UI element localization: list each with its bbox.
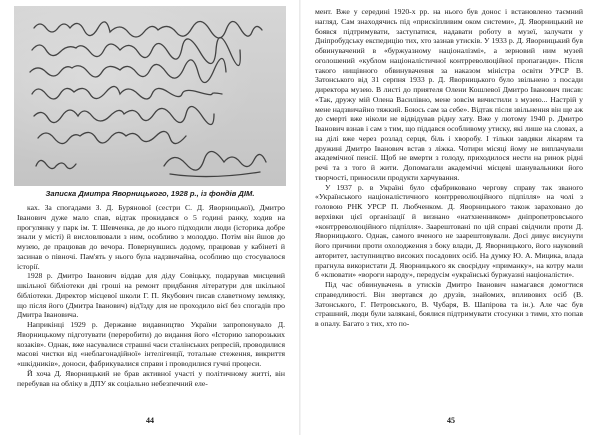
paragraph: Під час обвинувачень в утисків Дмитро Іванович намагався домогтися справедливості. Він звертався до друзів, знайомих, впливових осіб (В. Затонського, Г. Петровського, В. Чубаря, В. Шапірова та ін.). Але час був страшний, люди були залякані, боялися підтримувати стосунки з тими, хто попав в опалу. Багато з тих, хто по- (315, 280, 583, 328)
handwriting-strokes (14, 6, 286, 186)
paragraph: Й хоча Д. Яворницький не брав активної участі у політичному житті, він перебував на обліку в ДПУ як соціально небезпечний еле- (17, 368, 285, 388)
page-number: 45 (447, 416, 455, 425)
paragraph: У 1937 р. в Україні було сфабриковано чергову справу так званого «Українського націоналістичного контрреволюційного підпілля» на чолі з головою РНК УРСР П. Любченком. Д. Яворницького також зараховано до верхівки цієї організації й визнано «натхненником» дніпропетровського «контрреволюційного підпілля». Заарештовані по цій справі свідчили проти Д. Яворницького. Однак, самого вченого не заарештовували. Досі дивує висунути його причини проти охолодження з боку влади, Д. Яворницького, його науковий авторитет, заступництво високих посадових осіб. На думку Ю. А. Мицика, влада прагнула використати Д. Яворницького як своєрідну «приманку», на котру мали б «клювати» «вороги народу», передусім «українські буржуазні націоналісти». (315, 182, 583, 280)
left-page-text (17, 203, 285, 388)
paragraph: мент. Вже у середині 1920-х рр. на нього був донос і встановлено таємний нагляд. Сам знаходячись під «прискіпливим оком системи», Д. Яворницький не боявся підтримувати, заступатися, надавати роботу в музеї, залучати у Дніпробудську експедицію тих, хто зазнав утисків. У 1933 р. Д. Яворницький був обвинувачений в «буржуазному націоналізмі», а зерновий ним музей оголошений «кублом націоналістичної контрреволюційної пропаганди». Після такого нищівного обвинувачення за наказом міністра освіти УРСР В. Затонського від 31 серпня 1933 р. Д. Яворницького було звільнено з посади директора музею. В листі до приятеля Олени Кошлевої Дмитро Іванович писав: «Так, дружу мій Олена Василівно, мене зовсім вичистили з музею... Настрій у мене надзвичайно тяжкий. Боюсь сам за себе». Відтак після звільнення він ще аж до смерті вже ніколи не відвідував рідну хату. Вже у лютому 1940 р. Дмитро Іванович взнав і сам з тим, що піддався особливому утиску, які лише на словах, а на ділі вже через розлад серця, біль і хворобу. І тільки завдяки лікарям та дружині Дмитро Іванович встав з ліжка. Чотири місяці йому не виплачували академічної пенсії. Щоб не вмерти з голоду, приходилося нести на ринок рідні речі та з того й жити. Допомагали академічні місцеві шанувальники його творчості, приносили продукти харчування. (315, 7, 583, 182)
photo-caption: Записка Дмитра Яворницького, 1928 р., із фондів ДІМ. (45, 189, 255, 198)
paragraph: ках. За спогадами З. Д. Бурянової (сестри С. Д. Яворницької), Дмитро Іванович дуже мало спав, відтак прокидався о 5 годині ранку, ходив на прогулянку у парк ім. Т. Шевченка, де до нього підходили люди (історика добре знали у місті) й висловлювали з ним, особливо з молоддю. Потім він йшов до музею, де працював до вечора. Повернувшись додому, працював у кабінеті й засинав о півночі. Пам'ять у нього була надзвичайна, особливо що стосувалося історії. (17, 203, 285, 271)
right-page-text (315, 7, 583, 329)
page-number: 44 (146, 416, 154, 425)
handwritten-note-photo (14, 6, 286, 186)
right-page (301, 0, 600, 435)
paragraph: Наприкінці 1929 р. Державне видавництво України запропонувало Д. Яворницькому підготувати (переробити) до видання його «Історию запорозьких козаків». Однак, вже насувалися страшні часи сталінських репресій, проводилися масові чистки від «неблагонадійної» інтелігенції, тотальне стеження, викриття «шкідників», доноси, фабрикувалися справи і проводилися гучні процеси. (17, 320, 285, 368)
paragraph: 1928 р. Дмитро Іванович віддав для діду Совіцьку, подарував мисцевий шкільної бібліотеки дві гроші на ремонт придбання літератури для шкільної бібліотеки. Директор місцевої школи Г. П. Якубович писав славетному земляку, що після його (Дмитра Іванович) від'їзду для не проходило вієї без спогадів про Дмитра Івановича. (17, 271, 285, 320)
